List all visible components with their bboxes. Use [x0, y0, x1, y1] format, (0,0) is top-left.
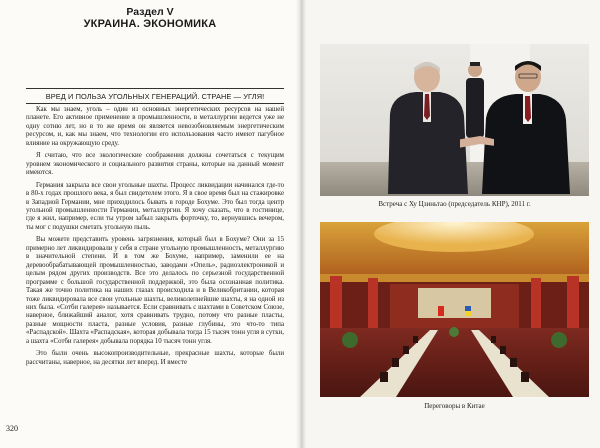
caption-top: Встреча с Ху Цзиньтао (председатель КНР), 2011 г. — [378, 200, 531, 208]
book-gutter-shadow — [296, 0, 306, 448]
subheading-rule-box — [26, 88, 284, 104]
subheading: ВРЕД И ПОЛЬЗА УГОЛЬНЫХ ГЕНЕРАЦИЙ. СТРАНЕ — УГЛЯ! — [45, 91, 265, 101]
page-number: 320 — [6, 424, 18, 433]
handshake-photo-drawing — [320, 44, 589, 196]
paragraph: Как мы знаем, уголь – один из основных энергетических ресурсов на нашей планете. Его активное применение в промышленности, в металлургии ведется уже не одну сотню лет, но в то же время он является невозобновляемым энергетическим ресурсом, и, как мы знаем, что технологии его использования часто имеют пагубное влияние на окружающую среду. — [26, 106, 284, 147]
chapter-title: УКРАИНА. ЭКОНОМИКА — [83, 18, 217, 30]
paragraph: Вы можете представить уровень загрязнения, который был в Бохуме? Они за 15 примерно лет ликвидировали у себя в стране угольную промышленность, металлургию в значительной степени. И в том же Бохуме, например, заменили ее на деревообрабатывающей промышленностью, заводами «Опель», радиоэлектроникой и целым рядом других производств. Все это делалось по серьезной государственной программе с большой государственной поддержкой, это была осознанная политика. Такая же точно политика на наших глазах происходила и в Великобритании, которая тоже ликвидировала все свои угольные шахты, великолепнейшие шахты, я на одной из них была. «Сотби галерея» называется. Если сравнивать с шахтами в Советском Союзе, наверное, ближайший аналог, хотя сравнивать трудно, потому что разные пласты, разные мощности пласта, разные условия, разные глубины, это что-то типа «Распадской». Шахта «Распадская», которая добывала тогда 15 тысяч тонн угля в сутки, а шахта «Сотби галерея» добывала порядка 10 тысяч тонн угля. — [26, 236, 284, 345]
handshake-photo — [320, 44, 589, 196]
caption-bottom: Переговоры в Китае — [424, 402, 485, 410]
paragraph: Германия закрыла все свои угольные шахты. Процесс ликвидации начинался где-то в 80-х годах прошлого века, я был свидетелем этого. Я в свое время был на стажировке в Западной Германии, мне приходилось бывать в городе Бохуме. Это был тогда центр угольной промышленности Германии, металлургии. Я хочу сказать, что в гостинице, где я жил, например, если ты утром забыл закрыть форточку, то, вернувшись вечером, ты мог с подушки сметать угольную пыль. — [26, 181, 284, 231]
negotiations-photo — [320, 222, 589, 397]
paragraph: Это были очень высокопроизводительные, прекрасные шахты, которые были рассчитаны, наверное, на десятки лет вперед. И вместе — [26, 350, 284, 366]
negotiations-photo-drawing — [320, 222, 589, 397]
section-label: Раздел V — [126, 6, 174, 18]
paragraph: Я считаю, что все экологические соображения должны сочетаться с текущим уровнем экономического и социального развития страны, которые на данный момент имеются. — [26, 152, 284, 177]
body-text — [26, 106, 284, 367]
